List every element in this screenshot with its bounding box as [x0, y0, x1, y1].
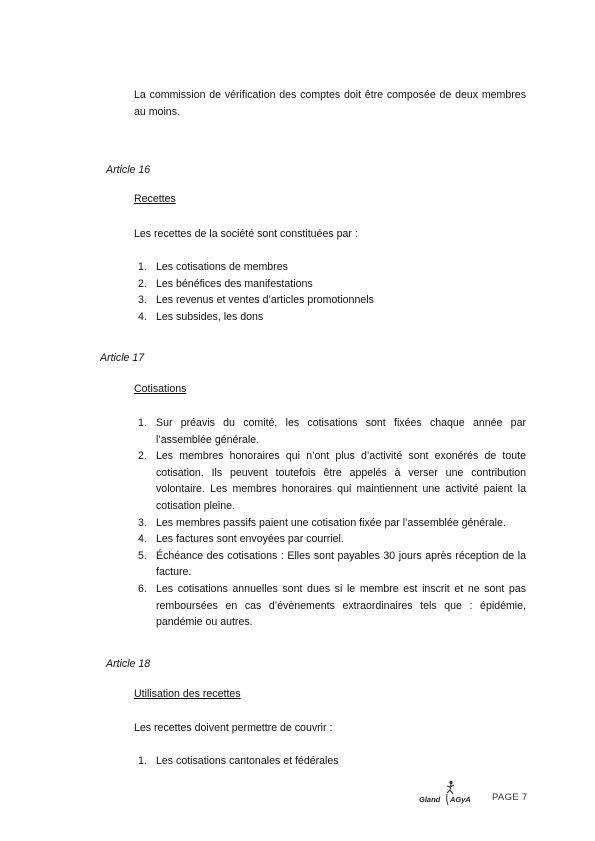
logo-gymnast-icon	[417, 780, 479, 806]
list-item-number: 1.	[138, 261, 147, 273]
list-item-text: Sur préavis du comité, les cotisations sont fixées chaque année par l’assemblée générale.	[156, 417, 526, 446]
list-item-text: Les cotisations de membres	[156, 261, 288, 273]
list-item	[134, 259, 526, 276]
list-item-number: 2.	[138, 450, 147, 463]
list-item-text: Les membres passifs paient une cotisation fixée par l’assemblée générale.	[156, 516, 506, 529]
article-16-list	[134, 259, 526, 325]
list-item-text: Les factures sont envoyées par courriel.	[156, 533, 344, 546]
article-17-subtitle: Cotisations	[134, 383, 187, 395]
list-item-text: Les revenus et ventes d’articles promotionnels	[156, 294, 374, 307]
article-16-intro: Les recettes de la société sont constituées par :	[134, 228, 358, 240]
article-18-list	[134, 753, 526, 770]
list-item-text: Les cotisations cantonales et fédérales	[156, 755, 339, 767]
list-item	[134, 415, 526, 448]
list-item	[134, 581, 526, 631]
list-item-text: Les membres honoraires qui n’ont plus d’activité sont exonérés de toute cotisation. Ils peuvent toutefois être appelés à verser une contribution volontaire. Les membres honoraires qui maintiennent une activité paient la cotisation pleine.	[156, 450, 526, 512]
list-item-number: 3.	[138, 516, 147, 529]
article-18-heading: Article 18	[106, 658, 151, 670]
article-17-heading: Article 17	[100, 352, 145, 364]
club-logo	[417, 780, 479, 806]
logo-text-right: AGyA	[450, 795, 471, 804]
list-item	[134, 531, 526, 548]
list-item-number: 4.	[138, 533, 147, 546]
list-item-number: 2.	[138, 277, 147, 290]
list-item-number: 5.	[138, 549, 147, 562]
list-item	[134, 309, 526, 326]
list-item	[134, 448, 526, 514]
list-item	[134, 753, 526, 770]
list-item-text: Les cotisations annuelles sont dues si le membre est inscrit et ne sont pas remboursées en cas d’évènements extraordinaires tels que : épidémie, pandémie ou autres.	[156, 582, 526, 629]
page-number: PAGE 7	[492, 792, 528, 803]
list-item-text: Les bénéfices des manifestations	[156, 277, 313, 290]
list-item-number: 1.	[138, 417, 147, 429]
list-item-text: Échéance des cotisations : Elles sont payables 30 jours après réception de la facture.	[156, 549, 526, 579]
intro-paragraph: La commission de vérification des comptes doit être composée de deux membres au moins.	[134, 89, 526, 118]
logo-text-left: Gland	[419, 795, 441, 804]
list-item-number: 6.	[138, 582, 147, 595]
list-item-number: 4.	[138, 310, 147, 323]
list-item	[134, 548, 526, 581]
list-item	[134, 515, 526, 532]
article-18-subtitle: Utilisation des recettes	[134, 688, 241, 700]
list-item-number: 3.	[138, 294, 147, 307]
list-item-text: Les subsides, les dons	[156, 310, 264, 323]
article-18-intro: Les recettes doivent permettre de couvrir :	[134, 722, 333, 734]
list-item	[134, 276, 526, 293]
article-17-list	[134, 415, 526, 631]
article-16-subtitle: Recettes	[134, 193, 176, 205]
list-item	[134, 292, 526, 309]
article-16-heading: Article 16	[106, 164, 151, 176]
list-item-number: 1.	[138, 755, 147, 767]
